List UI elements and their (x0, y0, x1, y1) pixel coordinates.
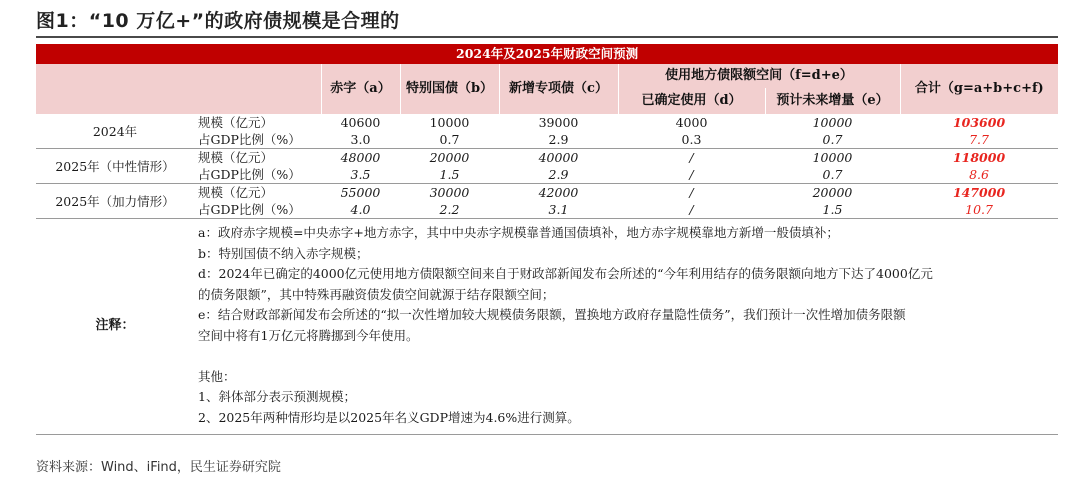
cell-c: 40000 (538, 150, 579, 165)
cell-e: 10000 (812, 150, 853, 165)
header-blank (36, 64, 321, 114)
cell-c: 2.9 (499, 131, 618, 149)
cell-c: 39000 (538, 115, 579, 130)
cell-a: 4.0 (321, 201, 400, 219)
notes-row (36, 219, 1058, 435)
cell-e: 0.7 (765, 131, 900, 149)
cell-a: 48000 (340, 150, 381, 165)
cell-b: 10000 (429, 115, 470, 130)
cell-e: 20000 (812, 185, 853, 200)
table-banner: 2024年及2025年财政空间预测 (36, 44, 1058, 64)
notes-body (194, 219, 1058, 435)
header-special-treasury: 特别国债（b） (400, 64, 499, 114)
cell-total: 147000 (952, 185, 1006, 200)
cell-total: 7.7 (900, 131, 1058, 149)
table-row (36, 184, 1058, 202)
note-spacer (198, 346, 1054, 367)
cell-b: 20000 (429, 150, 470, 165)
cell-a: 3.0 (321, 131, 400, 149)
row-label: 占GDP比例（%） (194, 166, 321, 184)
note-other-1: 1、斜体部分表示预测规模； (198, 389, 356, 404)
cell-total: 118000 (952, 150, 1006, 165)
header-local-quota: 使用地方债限额空间（f=d+e） (618, 64, 900, 88)
forecast-table-wrap (36, 44, 1058, 435)
note-d-cont: 的债务限额”，其中特殊再融资债发债空间就源于结存限额空间； (198, 286, 555, 302)
cell-e: 0.7 (765, 166, 900, 184)
source-note: 资料来源：Wind、iFind，民生证券研究院 (36, 460, 281, 475)
cell-e: 1.5 (765, 201, 900, 219)
cell-b: 1.5 (400, 166, 499, 184)
row-label: 规模（亿元） (198, 185, 274, 200)
note-other-2: 2、2025年两种情形均是以2025年名义GDP增速为4.6%进行测算。 (198, 409, 580, 425)
header-deficit: 赤字（a） (321, 64, 400, 114)
group-2025-neutral: 2025年（中性情形） (36, 149, 194, 184)
cell-d: / (689, 185, 694, 200)
note-e-cont: 空间中将有1万亿元将腾挪到今年使用。 (198, 327, 419, 343)
note-other-head: 其他： (198, 368, 236, 384)
row-label: 规模（亿元） (198, 150, 274, 165)
figure-title: 图1：“10 万亿+”的政府债规模是合理的 (36, 10, 400, 32)
cell-e: 10000 (812, 115, 853, 130)
cell-a: 3.5 (321, 166, 400, 184)
cell-total: 10.7 (900, 201, 1058, 219)
cell-a: 40600 (340, 115, 381, 130)
cell-d: 0.3 (618, 131, 765, 149)
title-rule (36, 36, 1058, 38)
cell-b: 30000 (429, 185, 470, 200)
table-banner-row (36, 44, 1058, 64)
cell-b: 2.2 (400, 201, 499, 219)
header-confirmed: 已确定使用（d） (618, 88, 765, 114)
group-2024: 2024年 (36, 114, 194, 149)
cell-d: / (618, 166, 765, 184)
cell-d: / (618, 201, 765, 219)
table-row (36, 149, 1058, 167)
group-2025-boosted: 2025年（加力情形） (36, 184, 194, 219)
forecast-table (36, 44, 1058, 435)
cell-c: 2.9 (499, 166, 618, 184)
note-d: d：2024年已确定的4000亿元使用地方债限额空间来自于财政部新闻发布会所述的“今年利用结存的债务限额向地方下达了4000亿元 (198, 266, 933, 281)
header-expected: 预计未来增量（e） (765, 88, 900, 114)
cell-b: 0.7 (400, 131, 499, 149)
cell-c: 42000 (538, 185, 579, 200)
row-label: 规模（亿元） (198, 115, 274, 130)
row-label: 占GDP比例（%） (194, 201, 321, 219)
header-special-bonds: 新增专项债（c） (499, 64, 618, 114)
notes-label: 注释： (36, 219, 194, 435)
cell-d: 4000 (675, 115, 708, 130)
cell-c: 3.1 (499, 201, 618, 219)
note-a: a：政府赤字规模=中央赤字+地方赤字，其中中央赤字规模靠普通国债填补，地方赤字规模靠地方新增一般债填补； (198, 225, 839, 240)
note-e: e：结合财政部新闻发布会所述的“拟一次性增加较大规模债务限额，置换地方政府存量隐性债务”，我们预计一次性增加债务限额 (198, 307, 906, 322)
cell-total: 103600 (952, 115, 1006, 130)
note-b: b：特别国债不纳入赤字规模； (198, 245, 369, 261)
cell-a: 55000 (340, 185, 381, 200)
cell-d: / (689, 150, 694, 165)
header-total: 合计（g=a+b+c+f) (900, 64, 1058, 114)
table-row (36, 114, 1058, 131)
row-label: 占GDP比例（%） (194, 131, 321, 149)
header-row-1 (36, 64, 1058, 88)
cell-total: 8.6 (900, 166, 1058, 184)
